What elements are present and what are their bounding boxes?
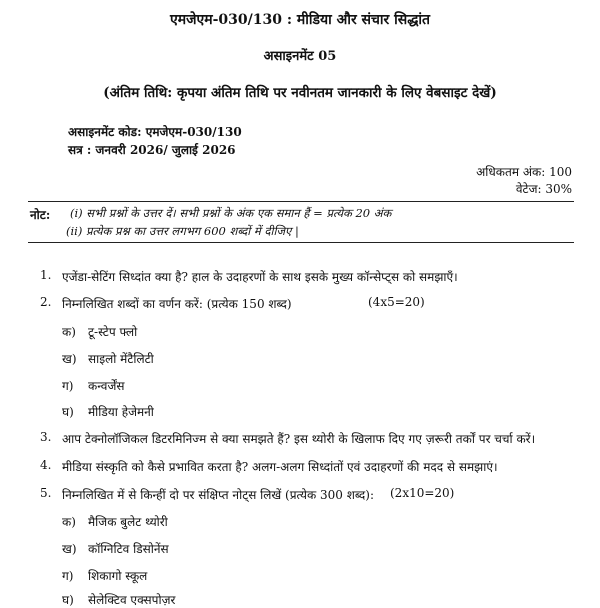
- weightage: वेटेज: 30%: [515, 182, 572, 196]
- question-5-option: सेलेक्टिव एक्सपोज़र: [88, 593, 176, 607]
- note-line-2: (ii) प्रत्येक प्रश्न का उत्तर लगभग 600 शब्दों में दीजिए |: [66, 224, 299, 238]
- document-title: एमजेएम-030/130 : मीडिया और संचार सिद्धांत: [169, 12, 431, 28]
- max-marks: अधिकतम अंक: 100: [476, 165, 572, 179]
- question-5-option-label: ख): [62, 542, 77, 556]
- question-2-option: साइलो मेंटैलिटी: [88, 352, 154, 366]
- question-5-marks: (2x10=20): [390, 486, 455, 500]
- question-2-number: 2.: [40, 295, 52, 309]
- assignment-number: असाइनमेंट 05: [263, 49, 337, 64]
- question-5-text: निम्नलिखित में से किन्हीं दो पर संक्षिप्त नोट्स लिखें (प्रत्येक 300 शब्द):: [62, 488, 374, 502]
- note-line-1: (i) सभी प्रश्नों के उत्तर दें। सभी प्रश्नों के अंक एक समान हैं = प्रत्येक 20 अंक: [70, 206, 392, 220]
- question-5-option-label: घ): [62, 593, 74, 607]
- note-bottom-rule: [28, 242, 574, 243]
- question-5-option-label: ग): [62, 569, 74, 583]
- question-5-number: 5.: [40, 486, 52, 500]
- question-3-number: 3.: [40, 430, 52, 444]
- session: सत्र : जनवरी 2026/ जुलाई 2026: [68, 143, 236, 157]
- question-4-number: 4.: [40, 458, 52, 472]
- question-2-option-label: ग): [62, 379, 74, 393]
- question-5-option: शिकागो स्कूल: [88, 569, 148, 583]
- question-5-option-label: क): [62, 515, 76, 529]
- question-4-text: मीडिया संस्कृति को कैसे प्रभावित करता है? अलग-अलग सिध्दांतों एवं उदाहरणों की मदद से समझाएं।: [62, 460, 498, 474]
- question-2-option-label: क): [62, 325, 76, 339]
- question-2-option: मीडिया हेजेमनी: [88, 405, 154, 419]
- question-3-text: आप टेक्नोलॉजिकल डिटरमिनिज्म से क्या समझते हैं? इस थ्योरी के खिलाफ दिए गए ज़रूरी तर्कों पर चर्चा करें।: [62, 432, 536, 446]
- question-2-marks: (4x5=20): [368, 295, 425, 309]
- deadline-note: (अंतिम तिथि: कृपया अंतिम तिथि पर नवीनतम जानकारी के लिए वेबसाइट देखें): [103, 85, 497, 101]
- question-5-option: मैजिक बुलेट थ्योरी: [88, 515, 168, 529]
- question-2-text: निम्नलिखित शब्दों का वर्णन करें: (प्रत्येक 150 शब्द): [62, 297, 292, 311]
- question-1-text: एजेंडा-सेटिंग सिध्दांत क्या है? हाल के उदाहरणों के साथ इसके मुख्य कॉन्सेप्ट्स को समझाएँ।: [62, 270, 458, 284]
- question-2-option-label: घ): [62, 405, 74, 419]
- question-2-option: कन्वर्जेंस: [88, 379, 125, 393]
- question-2-option: टू-स्टेप फ्लो: [88, 325, 138, 339]
- note-top-rule: [28, 201, 574, 202]
- question-2-option-label: ख): [62, 352, 77, 366]
- assignment-code: असाइनमेंट कोड: एमजेएम-030/130: [68, 125, 242, 139]
- note-label: नोट:: [30, 208, 51, 222]
- question-1-number: 1.: [40, 268, 52, 282]
- question-5-option: कॉग्निटिव डिसोनेंस: [88, 542, 169, 556]
